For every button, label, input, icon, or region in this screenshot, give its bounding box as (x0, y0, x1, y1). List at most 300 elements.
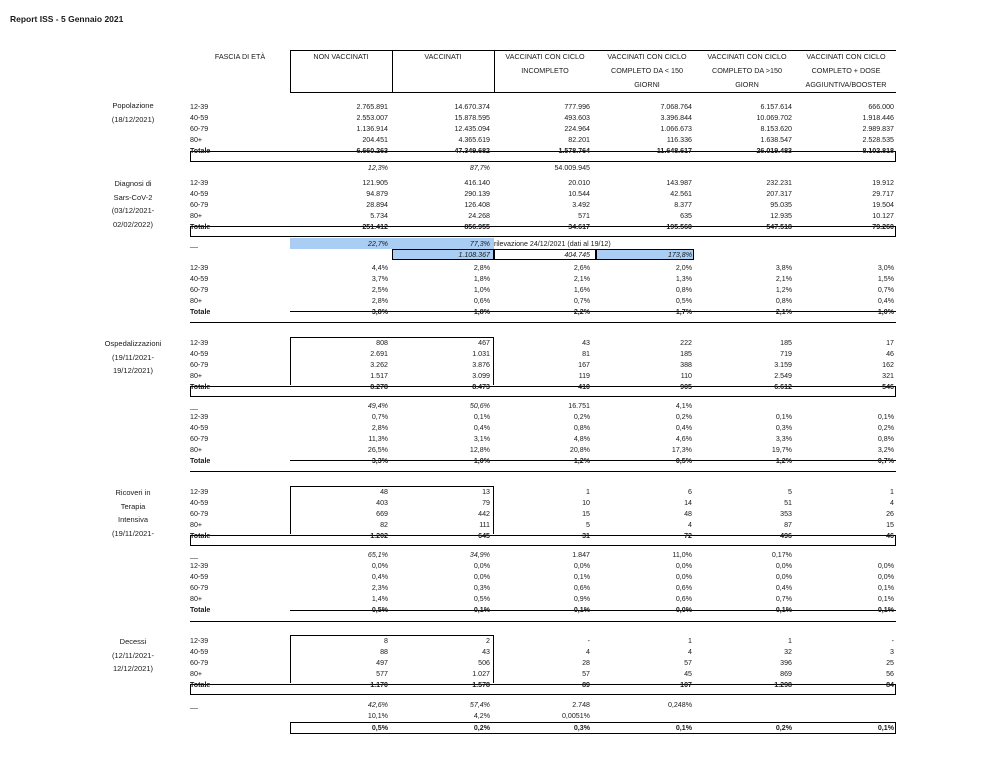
row-marker: __ (190, 551, 198, 559)
table-cell: 2.765.891 (356, 103, 388, 111)
table-cell: 6.612 (774, 383, 792, 391)
table-cell: 14.670.374 (454, 103, 490, 111)
table-cell: 2.691 (370, 350, 388, 358)
header-non-vaccinati: NON VACCINATI (313, 52, 369, 61)
age-label: 60-79 (190, 659, 209, 667)
table-cell: 0,7% (775, 595, 792, 603)
age-label: 40-59 (190, 573, 209, 581)
table-cell: 1.517 (370, 372, 388, 380)
table-cell: 645 (478, 532, 490, 540)
table-cell: 577 (376, 670, 388, 678)
table-cell: 1,2% (775, 457, 792, 465)
row-marker: __ (190, 240, 198, 248)
final-cell: 0,1% (877, 724, 894, 732)
table-cell: 94.879 (366, 190, 388, 198)
table-cell: 546 (882, 383, 894, 391)
share-cell: 49,4% (367, 402, 388, 410)
table-cell: 547.518 (766, 223, 792, 231)
table-cell: - (891, 637, 894, 645)
table-cell: 2,2% (573, 308, 590, 316)
table-cell: 51 (784, 499, 792, 507)
table-cell: 1.170 (370, 681, 388, 689)
header-vaccinati: VACCINATI (424, 52, 462, 61)
table-cell: 290.139 (464, 190, 490, 198)
table-cell: 808 (376, 339, 388, 347)
row-marker: __ (190, 701, 198, 709)
table-cell: 1.202 (370, 532, 388, 540)
table-cell: 0,1% (473, 606, 490, 614)
table-cell: 1.918.446 (862, 114, 894, 122)
table-cell: 5 (788, 488, 792, 496)
table-cell: 185 (780, 339, 792, 347)
table-cell: 25 (886, 659, 894, 667)
age-label: 40-59 (190, 275, 209, 283)
table-cell: 12.935 (770, 212, 792, 220)
table-cell: 1.031 (472, 350, 490, 358)
table-cell: 2.528.535 (862, 136, 894, 144)
table-cell: 116.336 (666, 136, 692, 144)
table-cell: 0,9% (573, 595, 590, 603)
table-cell: 0,0% (877, 573, 894, 581)
table-cell: 162 (882, 361, 894, 369)
table-cell: 493.603 (564, 114, 590, 122)
share-cell: 54.009.945 (554, 164, 590, 172)
table-cell: 442 (478, 510, 490, 518)
table-cell: 1,8% (473, 275, 490, 283)
table-cell: 45 (684, 670, 692, 678)
table-cell: 506 (478, 659, 490, 667)
table-cell: 110 (680, 372, 692, 380)
table-cell: 10 (582, 499, 590, 507)
share-cell: 50,6% (469, 402, 490, 410)
table-cell: 2,0% (675, 264, 692, 272)
table-cell: 0,0% (775, 562, 792, 570)
table-cell: 0,5% (371, 606, 388, 614)
table-cell: 1,8% (473, 308, 490, 316)
table-cell: 12.435.094 (454, 125, 490, 133)
table-cell: 232.231 (766, 179, 792, 187)
table-cell: 0,0% (675, 606, 692, 614)
table-cell: 1 (890, 488, 894, 496)
extra-cell: 10,1% (367, 712, 388, 720)
table-cell: 0,3% (775, 424, 792, 432)
table-cell: 2,6% (573, 264, 590, 272)
table-cell: 0,1% (877, 584, 894, 592)
table-cell: 0,2% (877, 424, 894, 432)
table-cell: 20,8% (569, 446, 590, 454)
age-label: 12-39 (190, 488, 209, 496)
share-cell: 0,248% (667, 701, 692, 709)
age-label: 60-79 (190, 286, 209, 294)
table-cell: 1.638.547 (760, 136, 792, 144)
table-cell: 119 (578, 372, 590, 380)
table-cell: 0,5% (675, 457, 692, 465)
table-cell: 2.549 (774, 372, 792, 380)
age-label: 80+ (190, 670, 203, 678)
table-cell: 28 (582, 659, 590, 667)
age-label: Totale (190, 147, 211, 155)
age-label: 12-39 (190, 339, 209, 347)
row-marker: __ (190, 402, 198, 410)
table-cell: 57 (582, 670, 590, 678)
table-cell: 207.317 (766, 190, 792, 198)
section-popolazione-label: Popolazione (18/12/2021) (111, 101, 155, 124)
table-cell: 856.955 (464, 223, 490, 231)
table-cell: 48 (684, 510, 692, 518)
share-cell: 0,17% (771, 551, 792, 559)
table-cell: 0,4% (775, 584, 792, 592)
table-cell: 669 (376, 510, 388, 518)
share-cell: 2.748 (572, 701, 590, 709)
table-cell: 15.878.595 (454, 114, 490, 122)
age-label: 12-39 (190, 179, 209, 187)
table-cell: 79 (482, 499, 490, 507)
table-cell: 42.561 (670, 190, 692, 198)
final-cell: 0,1% (675, 724, 692, 732)
table-cell: 26.019.483 (756, 147, 792, 155)
table-cell: 195.560 (666, 223, 692, 231)
table-cell: 10.544 (568, 190, 590, 198)
share-cell: 77,3% (469, 240, 490, 248)
table-cell: 410 (578, 383, 590, 391)
table-cell: 11,3% (368, 435, 388, 443)
table-cell: 719 (780, 350, 792, 358)
age-label: 40-59 (190, 350, 209, 358)
table-cell: 3,0% (877, 264, 894, 272)
table-cell: 107 (680, 681, 692, 689)
table-cell: 48 (380, 488, 388, 496)
age-label: 12-39 (190, 413, 209, 421)
table-cell: 3.159 (774, 361, 792, 369)
table-cell: 869 (780, 670, 792, 678)
table-cell: 0,4% (473, 424, 490, 432)
age-label: 80+ (190, 372, 203, 380)
age-label: Totale (190, 457, 211, 465)
header-completo-gt150: VACCINATI CON CICLO COMPLETO DA >150 GIORN (707, 52, 787, 89)
table-cell: 1,6% (573, 286, 590, 294)
table-cell: 1,0% (877, 308, 894, 316)
age-label: 40-59 (190, 424, 209, 432)
table-cell: 3,2% (877, 446, 894, 454)
table-cell: 1,0% (473, 286, 490, 294)
age-label: Totale (190, 606, 211, 614)
extra-cell: 0,0051% (561, 712, 590, 720)
age-label: 80+ (190, 297, 203, 305)
table-cell: - (587, 637, 590, 645)
table-cell: 251.412 (362, 223, 388, 231)
section-decessi-label: Decessi (12/11/2021- 12/12/2021) (112, 637, 154, 673)
table-cell: 6.157.614 (760, 103, 792, 111)
table-cell: 126.408 (464, 201, 490, 209)
header-fascia: FASCIA DI ETÀ (214, 52, 266, 61)
table-cell: 4 (890, 499, 894, 507)
extra-cell: 4,2% (473, 712, 490, 720)
table-cell: 0,0% (473, 573, 490, 581)
table-cell: 12,8% (469, 446, 490, 454)
share-cell: 1.847 (572, 551, 590, 559)
share-cell: 57,4% (469, 701, 490, 709)
table-cell: 1,0% (473, 457, 490, 465)
table-cell: 1.136.914 (356, 125, 388, 133)
age-label: Totale (190, 383, 211, 391)
table-cell: 57 (684, 659, 692, 667)
table-cell: 1,7% (675, 308, 692, 316)
header-completo-lt150: VACCINATI CON CICLO COMPLETO DA < 150 GIORNI (607, 52, 687, 89)
table-cell: 0,2% (675, 413, 692, 421)
table-cell: 0,6% (675, 584, 692, 592)
share-cell: 65,1% (367, 551, 388, 559)
table-cell: 1,5% (877, 275, 894, 283)
table-cell: 2,1% (775, 308, 792, 316)
table-cell: 321 (882, 372, 894, 380)
table-cell: 82.201 (568, 136, 590, 144)
share-cell: 87,7% (469, 164, 490, 172)
age-label: 80+ (190, 446, 203, 454)
table-cell: 8.153.620 (760, 125, 792, 133)
table-cell: 19,7% (771, 446, 792, 454)
table-cell: 5 (586, 521, 590, 529)
table-cell: 2,8% (371, 424, 388, 432)
table-cell: 3 (890, 648, 894, 656)
age-label: 60-79 (190, 201, 209, 209)
share-cell: 42,6% (367, 701, 388, 709)
table-cell: 8 (384, 637, 388, 645)
table-cell: 1,2% (775, 286, 792, 294)
share-cell: 11,0% (672, 551, 692, 559)
age-label: 40-59 (190, 648, 209, 656)
table-cell: 635 (680, 212, 692, 220)
section-terapia-label: Ricoveri in Terapia Intensiva (19/11/2021- (112, 488, 154, 538)
table-cell: 0,7% (371, 413, 388, 421)
share-cell: 34,9% (469, 551, 490, 559)
age-label: 40-59 (190, 114, 209, 122)
table-cell: 29.717 (872, 190, 894, 198)
table-cell: 81 (582, 350, 590, 358)
table-cell: 497 (376, 659, 388, 667)
table-cell: 0,1% (573, 573, 590, 581)
header-booster: VACCINATI CON CICLO COMPLETO + DOSE AGGIUNTIVA/BOOSTER (805, 52, 887, 89)
table-cell: 3.396.844 (660, 114, 692, 122)
table-cell: 1,4% (371, 595, 388, 603)
table-cell: 0,6% (473, 297, 490, 305)
table-cell: 121.905 (362, 179, 388, 187)
table-cell: 143.987 (666, 179, 692, 187)
table-cell: 3.492 (572, 201, 590, 209)
table-cell: 2.989.837 (862, 125, 894, 133)
table-cell: 0,0% (473, 562, 490, 570)
age-label: 12-39 (190, 103, 209, 111)
final-cell: 0,3% (573, 724, 590, 732)
table-cell: 8.377 (674, 201, 692, 209)
table-cell: 17 (886, 339, 894, 347)
header-ciclo-incompleto: VACCINATI CON CICLO INCOMPLETO (505, 52, 585, 75)
table-cell: 1 (688, 637, 692, 645)
table-cell: 0,0% (573, 562, 590, 570)
table-cell: 1 (586, 488, 590, 496)
final-cell: 0,2% (775, 724, 792, 732)
table-cell: 3.099 (472, 372, 490, 380)
age-label: 60-79 (190, 435, 209, 443)
table-cell: 28.894 (366, 201, 388, 209)
table-cell: 204.451 (362, 136, 388, 144)
table-cell: 3,3% (371, 457, 388, 465)
table-cell: 0,8% (675, 286, 692, 294)
table-cell: 2.553.007 (356, 114, 388, 122)
table-cell: 89 (582, 681, 590, 689)
table-cell: 46 (886, 350, 894, 358)
table-cell: 396 (780, 659, 792, 667)
table-cell: 0,6% (573, 584, 590, 592)
table-cell: 3,7% (371, 275, 388, 283)
table-cell: 2 (486, 637, 490, 645)
table-cell: 43 (482, 648, 490, 656)
age-label: 60-79 (190, 510, 209, 518)
table-cell: 224.964 (564, 125, 590, 133)
table-cell: 0,4% (877, 297, 894, 305)
table-cell: 1.066.673 (660, 125, 692, 133)
table-cell: 6 (688, 488, 692, 496)
table-cell: 2,8% (371, 297, 388, 305)
table-cell: 17,3% (671, 446, 692, 454)
table-cell: 87 (784, 521, 792, 529)
age-label: 80+ (190, 212, 203, 220)
age-label: 60-79 (190, 361, 209, 369)
table-cell: 2,1% (573, 275, 590, 283)
table-cell: 14 (684, 499, 692, 507)
table-cell: 2,8% (473, 264, 490, 272)
age-label: 40-59 (190, 499, 209, 507)
table-cell: 26,5% (367, 446, 388, 454)
table-cell: 0,4% (675, 424, 692, 432)
share-cell: 12,3% (367, 164, 388, 172)
table-cell: 6.660.263 (356, 147, 388, 155)
age-label: 40-59 (190, 190, 209, 198)
table-cell: 0,7% (877, 457, 894, 465)
table-cell: 3,8% (775, 264, 792, 272)
table-cell: 0,7% (877, 286, 894, 294)
table-cell: 0,1% (573, 606, 590, 614)
section-ospedalizzazioni-label: Ospedalizzazioni (19/11/2021- 19/12/2021) (104, 339, 162, 375)
table-cell: 496 (780, 532, 792, 540)
section-diagnosi-label: Diagnosi di Sars-CoV-2 (03/12/2021- 02/02/2022) (111, 179, 155, 229)
table-cell: 4 (688, 648, 692, 656)
table-cell: 0,0% (877, 562, 894, 570)
table-cell: 7.068.764 (660, 103, 692, 111)
table-cell: 10.069.702 (756, 114, 792, 122)
share-cell: 1.108.367 (458, 251, 490, 259)
table-cell: 0,7% (573, 297, 590, 305)
final-cell: 0,2% (473, 724, 490, 732)
table-cell: 1,3% (675, 275, 692, 283)
share-cell: 404.745 (564, 251, 590, 259)
table-cell: 13 (482, 488, 490, 496)
age-label: Totale (190, 681, 211, 689)
table-cell: 0,2% (573, 413, 590, 421)
table-cell: 1.578.764 (558, 147, 590, 155)
table-cell: 3,8% (371, 308, 388, 316)
age-label: 60-79 (190, 125, 209, 133)
table-cell: 0,0% (775, 573, 792, 581)
table-cell: 403 (376, 499, 388, 507)
table-cell: 0,1% (775, 413, 792, 421)
table-cell: 467 (478, 339, 490, 347)
table-cell: 185 (680, 350, 692, 358)
table-cell: 4,8% (573, 435, 590, 443)
table-cell: 1.027 (472, 670, 490, 678)
table-cell: 8.278 (370, 383, 388, 391)
table-cell: 31 (582, 532, 590, 540)
share-cell: 173,8% (667, 251, 692, 259)
age-label: 12-39 (190, 637, 209, 645)
table-cell: 0,1% (877, 606, 894, 614)
table-cell: 4 (688, 521, 692, 529)
table-cell: 26 (886, 510, 894, 518)
table-cell: 8.473 (472, 383, 490, 391)
table-cell: 0,6% (675, 595, 692, 603)
table-cell: 1.298 (774, 681, 792, 689)
table-cell: 4,6% (675, 435, 692, 443)
table-cell: 2,5% (371, 286, 388, 294)
share-cell: 22,7% (367, 240, 388, 248)
age-label: 80+ (190, 136, 203, 144)
share-cell: 4,1% (675, 402, 692, 410)
table-cell: 167 (578, 361, 590, 369)
age-label: 80+ (190, 521, 203, 529)
age-label: Totale (190, 308, 211, 316)
table-cell: 3.876 (472, 361, 490, 369)
table-cell: 46 (886, 532, 894, 540)
table-cell: 72 (684, 532, 692, 540)
rilevazione-note: rilevazione 24/12/2021 (dati al 19/12) (494, 240, 611, 248)
table-cell: 32 (784, 648, 792, 656)
table-cell: 2,3% (371, 584, 388, 592)
age-label: 80+ (190, 595, 203, 603)
table-cell: 0,8% (877, 435, 894, 443)
table-cell: 20.010 (568, 179, 590, 187)
table-cell: 43 (582, 339, 590, 347)
table-cell: 0,8% (775, 297, 792, 305)
table-cell: 905 (680, 383, 692, 391)
table-cell: 0,1% (877, 413, 894, 421)
table-cell: 0,1% (775, 606, 792, 614)
table-cell: 19.912 (872, 179, 894, 187)
table-cell: 84 (886, 681, 894, 689)
final-cell: 0,5% (371, 724, 388, 732)
table-cell: 388 (680, 361, 692, 369)
age-label: Totale (190, 223, 211, 231)
table-cell: 1,2% (573, 457, 590, 465)
table-cell: 2,1% (775, 275, 792, 283)
table-cell: 79.260 (872, 223, 894, 231)
table-cell: 19.504 (872, 201, 894, 209)
table-cell: 666.000 (868, 103, 894, 111)
table-cell: 0,0% (371, 562, 388, 570)
table-cell: 777.996 (564, 103, 590, 111)
age-label: 12-39 (190, 264, 209, 272)
table-cell: 0,4% (371, 573, 388, 581)
table-cell: 0,8% (573, 424, 590, 432)
table-cell: 0,0% (675, 573, 692, 581)
table-cell: 3,1% (473, 435, 490, 443)
table-cell: 4.365.619 (458, 136, 490, 144)
table-cell: 34.617 (568, 223, 590, 231)
table-cell: 0,1% (877, 595, 894, 603)
table-cell: 0,3% (473, 584, 490, 592)
table-cell: 24.268 (468, 212, 490, 220)
table-cell: 4,4% (371, 264, 388, 272)
table-cell: 0,0% (675, 562, 692, 570)
age-label: 60-79 (190, 584, 209, 592)
